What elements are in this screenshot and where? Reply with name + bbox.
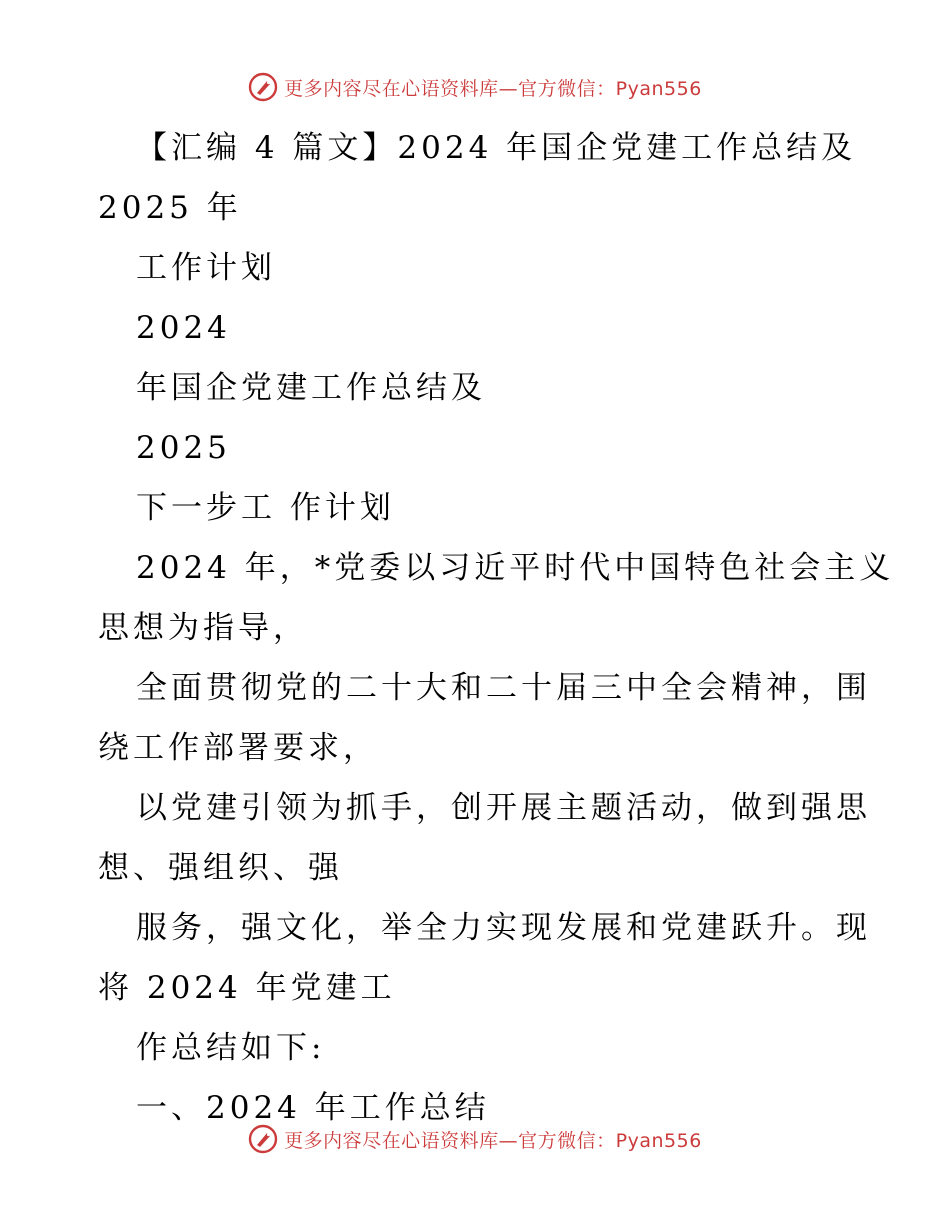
document-line: 想、强组织、强 — [98, 850, 343, 886]
document-title-line: 2025 年 — [98, 190, 242, 226]
document-line: 年国企党建工作总结及 — [136, 370, 486, 406]
pen-nib-logo-icon — [248, 1124, 278, 1154]
document-line: 工作计划 — [136, 250, 276, 286]
section-heading: 一、2024 年工作总结 — [136, 1090, 490, 1126]
watermark-text: 更多内容尽在心语资料库—官方微信：Pyan556 — [284, 1129, 702, 1152]
document-line: 服务，强文化，举全力实现发展和党建跃升。现 — [136, 910, 871, 946]
document-line: 2024 — [136, 310, 231, 346]
document-title-line: 【汇编 4 篇文】2024 年国企党建工作总结及 — [136, 130, 857, 166]
document-line: 下一步工 作计划 — [136, 490, 395, 526]
document-line: 2025 — [136, 430, 231, 466]
document-line: 2024 年，*党委以习近平时代中国特色社会主义 — [136, 550, 895, 586]
footer-watermark — [0, 1124, 950, 1154]
document-body — [98, 118, 895, 1138]
document-line: 以党建引领为抓手，创开展主题活动，做到强思 — [136, 790, 871, 826]
document-line: 作总结如下: — [136, 1030, 326, 1066]
document-line: 全面贯彻党的二十大和二十届三中全会精神，围 — [136, 670, 871, 706]
header-watermark — [0, 72, 950, 102]
document-line: 绕工作部署要求， — [98, 730, 378, 766]
pen-nib-logo-icon — [248, 72, 278, 102]
document-line: 将 2024 年党建工 — [98, 970, 396, 1006]
watermark-text: 更多内容尽在心语资料库—官方微信：Pyan556 — [284, 77, 702, 100]
document-line: 思想为指导， — [98, 610, 308, 646]
